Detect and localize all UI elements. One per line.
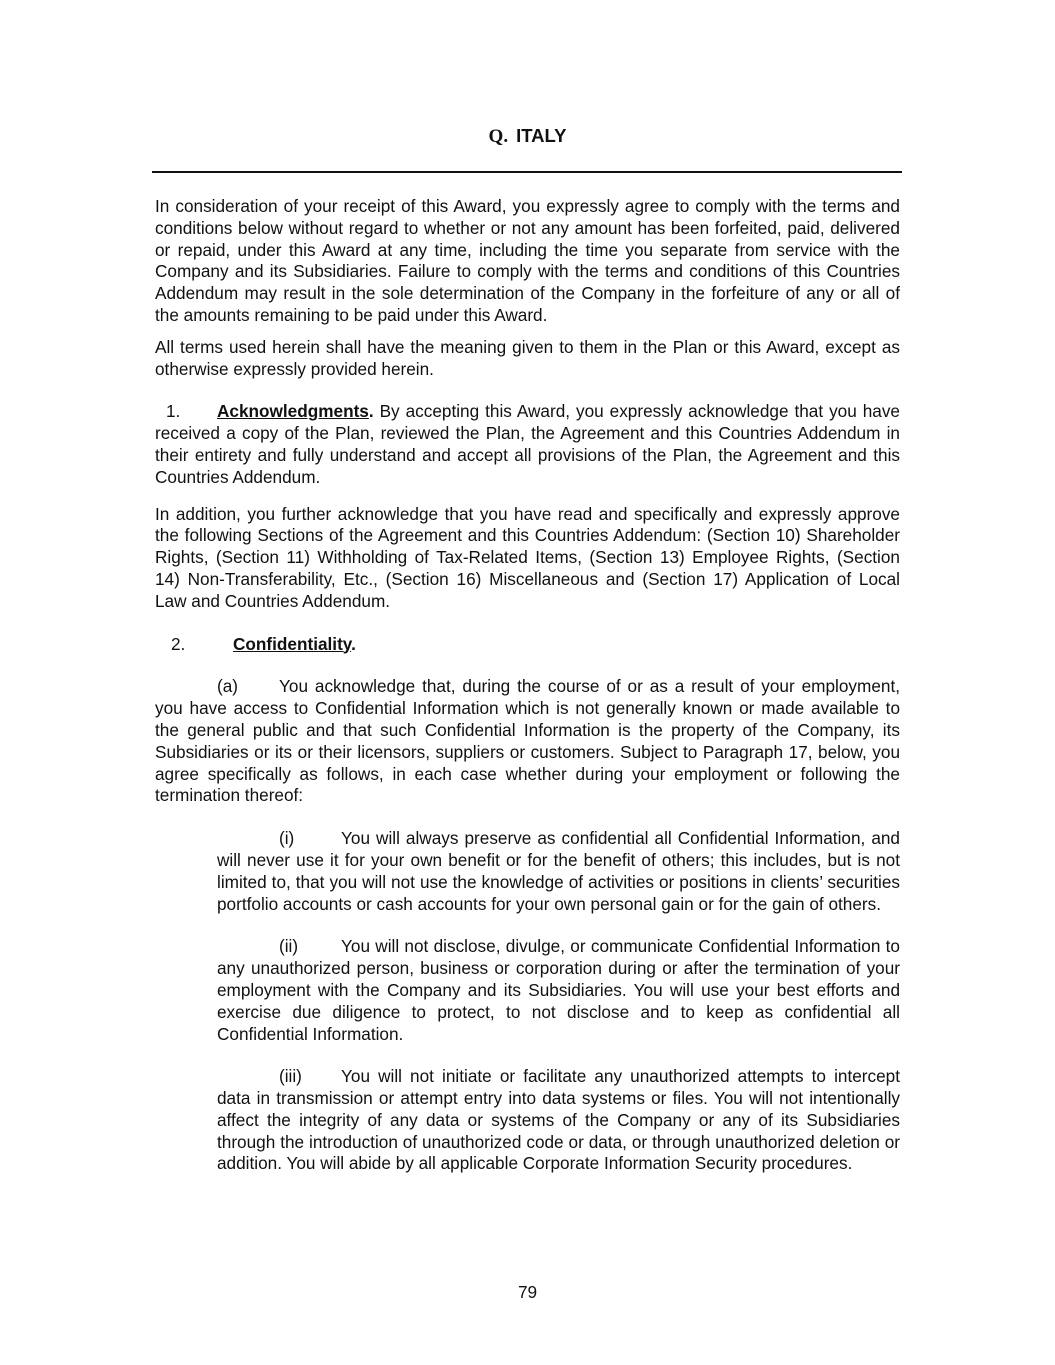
- clause-label: (iii): [279, 1066, 302, 1087]
- clause-label: (ii): [279, 936, 299, 957]
- approval-paragraph: In addition, you further acknowledge that you have read and specifically and expressly approve the following Sections of the Agreement and this Countries Addendum: (Section 10) Shareholder Rights, (Section 11) Withholding of Tax-Related Items, (Section 13) Employee Rights, (Section 14) Non-Transferability, Etc., (Section 16) Miscellaneous and (Section 17) Application of Local Law and Countries Addendum.: [155, 503, 900, 611]
- clause-label: (i): [279, 828, 295, 849]
- page-number: 79: [517, 1282, 538, 1302]
- confidentiality-heading: [155, 634, 900, 656]
- clause-iii: [217, 1066, 900, 1175]
- section-heading: [0, 125, 1055, 148]
- heading-letter: Q.: [488, 126, 509, 147]
- section-number: 1.: [166, 401, 181, 422]
- confidentiality-title: Confidentiality: [233, 633, 352, 654]
- acknowledgments-text: By accepting this Award, you expressly acknowledge that you have received a copy of the Plan, reviewed the Plan, the Agreement and this Countries Addendum in their entirety and fully understand and accept all provisions of the Plan, the Agreement and this Countries Addendum.: [155, 401, 900, 487]
- clause-text: You will not disclose, divulge, or communicate Confidential Information to any unauthorized person, business or corporation during or after the termination of your employment with the Company and its Subsidiaries. You will use your best efforts and exercise due diligence to protect, to not disclose and to keep as confidential all Confidential Information.: [217, 936, 900, 1044]
- clause-ii: [217, 936, 900, 1045]
- clause-text: You will always preserve as confidential all Confidential Information, and will never use it for your own benefit or for the benefit of others; this includes, but is not limited to, that you will not use the knowledge of activities or positions in clients’ securities portfolio accounts or cash accounts for your own personal gain or for the gain of others.: [217, 828, 900, 914]
- acknowledgments-paragraph: [155, 401, 900, 488]
- clause-text: You will not initiate or facilitate any unauthorized attempts to intercept data in transmission or attempt entry into data systems or files. You will not intentionally affect the integrity of any data or systems of the Company or any of its Subsidiaries through the introduction of unauthorized code or data, or through unauthorized deletion or addition. You will abide by all applicable Corporate Information Security procedures.: [217, 1066, 900, 1174]
- clause-i: [217, 828, 900, 915]
- subsection-text: You acknowledge that, during the course of or as a result of your employment, you have access to Confidential Information which is not generally known or made available to the general public and that such Confidential Information is the property of the Company, its Subsidiaries or its or their licensors, suppliers or customers. Subject to Paragraph 17, below, you agree specifically as follows, in each case whether during your employment or following the termination thereof:: [155, 676, 900, 806]
- subsection-label: (a): [217, 676, 239, 697]
- subsection-a: [155, 676, 900, 807]
- document-body: [155, 196, 900, 1196]
- heading-country: ITALY: [516, 125, 567, 146]
- title-punct: .: [368, 401, 374, 422]
- title-punct: .: [351, 633, 356, 654]
- section-number: 2.: [171, 633, 186, 654]
- acknowledgments-title: Acknowledgments: [217, 401, 369, 422]
- definitions-paragraph: All terms used herein shall have the meaning given to them in the Plan or this Award, except as otherwise expressly provided herein.: [155, 336, 900, 379]
- heading-rule: [152, 171, 902, 173]
- intro-paragraph: In consideration of your receipt of this Award, you expressly agree to comply with the terms and conditions below without regard to whether or not any amount has been forfeited, paid, delivered or repaid, under this Award at any time, including the time you separate from service with the Company and its Subsidiaries. Failure to comply with the terms and conditions of this Countries Addendum may result in the sole determination of the Company in the forfeiture of any or all of the amounts remaining to be paid under this Award.: [155, 196, 900, 325]
